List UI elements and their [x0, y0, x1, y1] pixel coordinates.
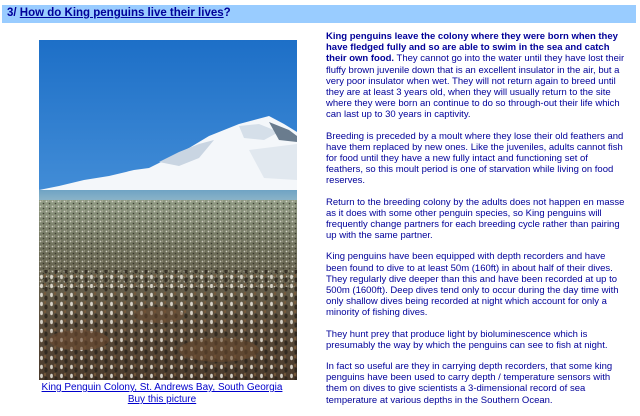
- buy-picture-link[interactable]: Buy this picture: [127, 394, 197, 405]
- king-penguin-colony-photo: [39, 40, 297, 380]
- section-number: 3/: [7, 7, 17, 19]
- section-title-link[interactable]: How do King penguins live their lives: [19, 7, 224, 19]
- section-title-qmark: ?: [223, 7, 231, 19]
- paragraph-1-lead: King penguins leave the colony where they were born when they have fledged fully and so are able to swim in the sea and catch their own food.: [326, 31, 618, 65]
- paragraph-1: [326, 31, 626, 121]
- paragraph-3: Return to the breeding colony by the adults does not happen en masse as it does with some other penguin species, so King penguins will frequently change partners for each breeding cycle rather than pairing up with the same partner.: [326, 196, 625, 242]
- photo-caption-link[interactable]: King Penguin Colony, St. Andrews Bay, South Georgia: [41, 382, 283, 393]
- paragraph-4: King penguins have been equipped with depth recorders and have been found to dive to at least 50m (160ft) in about half of their dives. They regularly dive deeper than this and have been recorded at up to 500m (1600ft). Deep dives tend only to occur during the day time with only shallow dives being recorded at night which account for only a minority of fishing dives.: [326, 251, 619, 319]
- paragraph-6: In fact so useful are they in carrying depth recorders, that some king penguins have been used to carry depth / temperature sensors with them on dives to give scientists a 3-dimensional record of sea temperature at various depths in the Southern Ocean.: [326, 361, 613, 406]
- paragraph-1-rest: They cannot go into the water until they have lost their fluffy brown juvenile down that is an excellent insulator in the air, but a very poor insulator when wet. They will not return again to breed until they are at least 3 years old, when they will usually return to the site where they were born an continue to do so through-out their life which can last up to 30 years in captivity.: [326, 53, 625, 121]
- paragraph-2: Breeding is preceded by a moult where they lose their old feathers and have them replaced by new ones. Like the juveniles, adults cannot fish for food until they have a new fully intact and functioning set of feathers, so this moult period is one of starvation while living on food reserves.: [326, 130, 624, 187]
- section-header: [2, 5, 636, 23]
- article-body: [326, 31, 626, 416]
- photo-caption: [0, 382, 324, 406]
- paragraph-5: They hunt prey that produce light by bioluminescence which is presumably the way by which the penguins can see to fish at night.: [326, 328, 608, 351]
